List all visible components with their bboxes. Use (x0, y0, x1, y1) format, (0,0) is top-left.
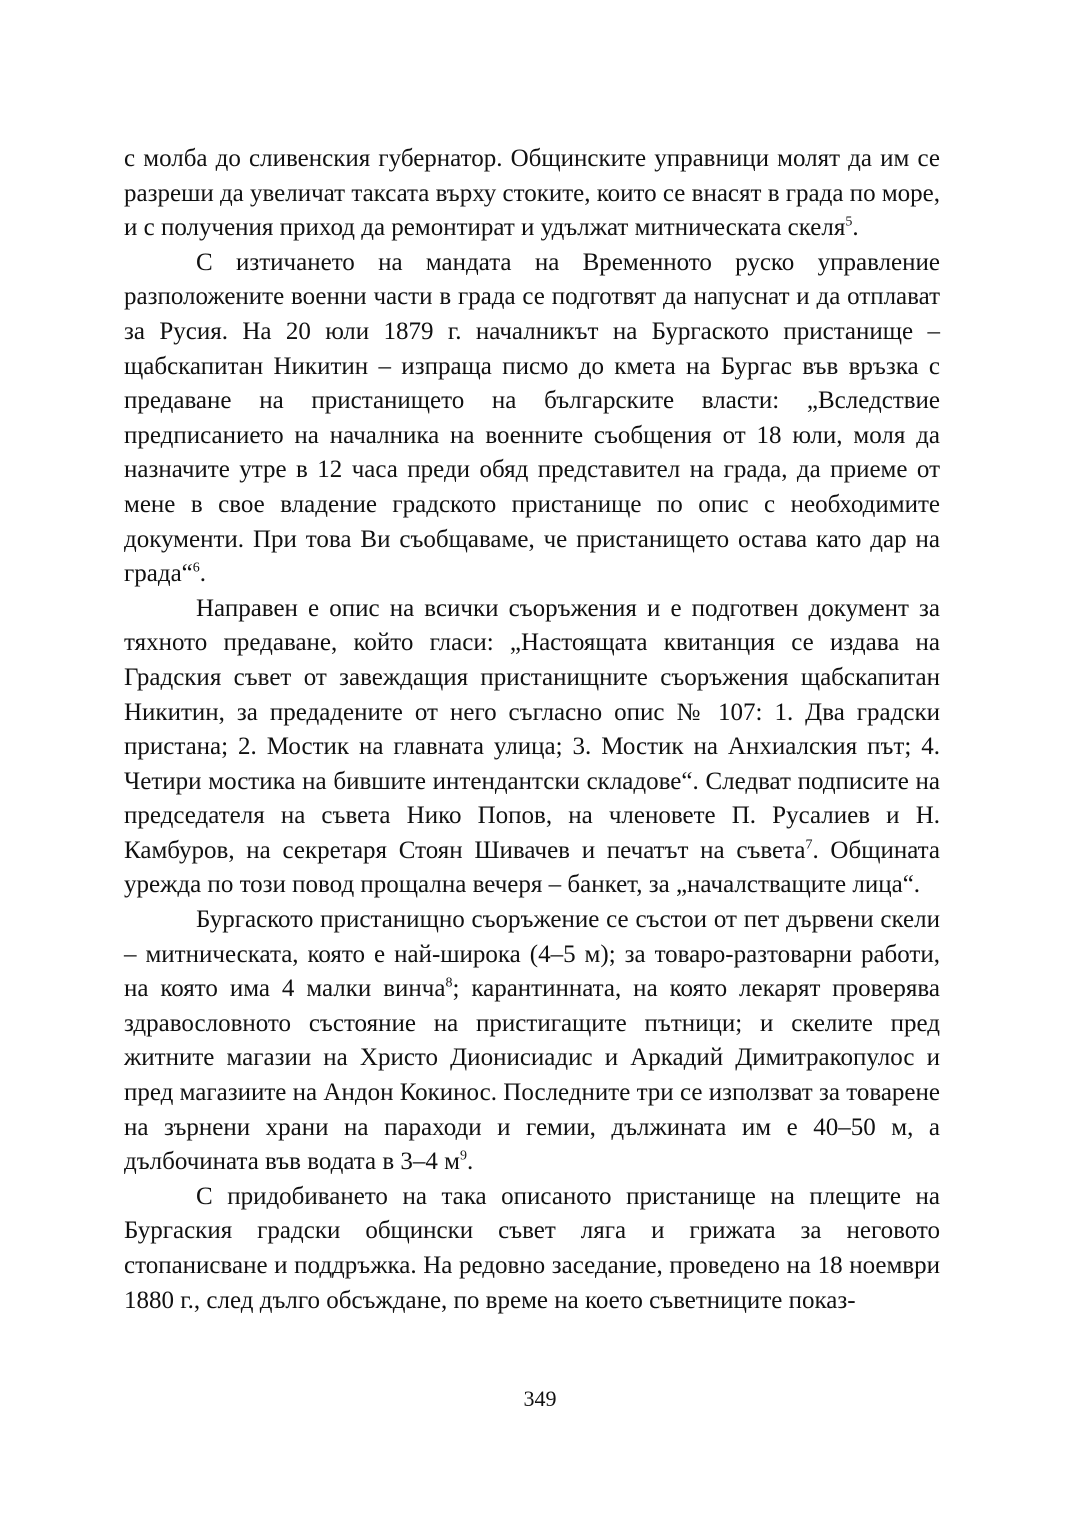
paragraph-2-text: С изтичането на мандата на Временното руско управление разположените военни части в града се подготвят да напуснат и да отплават за Русия. На 20 юли 1879 г. началникът на Бургаското пристанище – щабскапитан Никитин – изпраща писмо до кмета на Бургас във връзка с предаване на пристанището на българските власти: „Вследствие предписанието на началника на военните съобщения от 18 юли, моля да назначите утре в 12 часа преди обяд представител на града, да приеме от мене в свое владение градското пристанище по опис с необходимите документи. При това Ви съобщаваме, че пристанището остава като дар на града“ (124, 248, 940, 588)
paragraph-4-tail: . (467, 1148, 474, 1176)
paragraph-4 (124, 903, 940, 1180)
paragraph-3-text: Направен е опис на всички съоръжения и е подготвен документ за тяхното предаване, който гласи: „Настоящата квитанция се издава на Градския съвет от завеждащия пристанищните съоръжения щабскапитан Никитин, за предадените от него съгласно опис № 107: 1. Два градски пристана; 2. Мостик на главната улица; 3. Мостик на Анхиалския път; 4. Четири мостика на бившите интендантски складове“. Следват подписите на председателя на съвета Нико Попов, на членовете П. Русалиев и Н. Камбуров, на секретаря Стоян Шивачев и печатът на съвета (124, 594, 940, 864)
footnote-ref-7[interactable]: 7 (805, 837, 813, 853)
paragraph-5 (124, 1180, 940, 1318)
paragraph-3-tail: . Общината урежда по този повод прощална вечеря – банкет, за „началстващите лица“. (124, 836, 940, 899)
paragraph-1-text: с молба до сливенския губернатор. Общинските управници молят да им се разреши да увеличат таксата върху стоките, които се внасят в града по море, и с получения приход да ремонтират и удължат митническата скеля (124, 145, 940, 242)
paragraph-4-text: Бургаското пристанищно съоръжение се състои от пет дървени скели – митническата, която е най-широка (4–5 м); за товаро-разтоварни работи, на която има 4 малки винча (124, 906, 940, 1003)
paragraph-1 (124, 142, 940, 246)
footnote-ref-5[interactable]: 5 (845, 214, 853, 230)
footnote-ref-9[interactable]: 9 (460, 1148, 467, 1164)
paragraph-3 (124, 592, 940, 903)
page-body (124, 142, 940, 1318)
page-number: 349 (523, 1386, 557, 1411)
paragraph-2-tail: . (199, 560, 207, 588)
paragraph-4-middle: ; карантинната, на която лекарят проверява здравословното състояние на пристигащите пътници; и скелите пред житните магазии на Христо Дионисиадис и Аркадий Димитракопулос и пред магазиите на Андон Кокинос. Последните три се използват за товарене на зърнени храни на параходи и гемии, дължината им е 40–50 м, а дълбочината във водата в 3–4 м (124, 975, 941, 1176)
paragraph-1-tail: . (852, 214, 859, 242)
footnote-ref-8[interactable]: 8 (445, 975, 453, 991)
paragraph-5-text: С придобиването на така описаното пристанище на плещите на Бургаския градски общински съвет ляга и грижата за неговото стопанисване и поддръжка. На редовно заседание, проведено на 18 ноември 1880 г., след дълго обсъждане, по време на което съветниците показ- (124, 1182, 940, 1314)
footnote-ref-6[interactable]: 6 (192, 560, 200, 576)
paragraph-2 (124, 246, 940, 592)
